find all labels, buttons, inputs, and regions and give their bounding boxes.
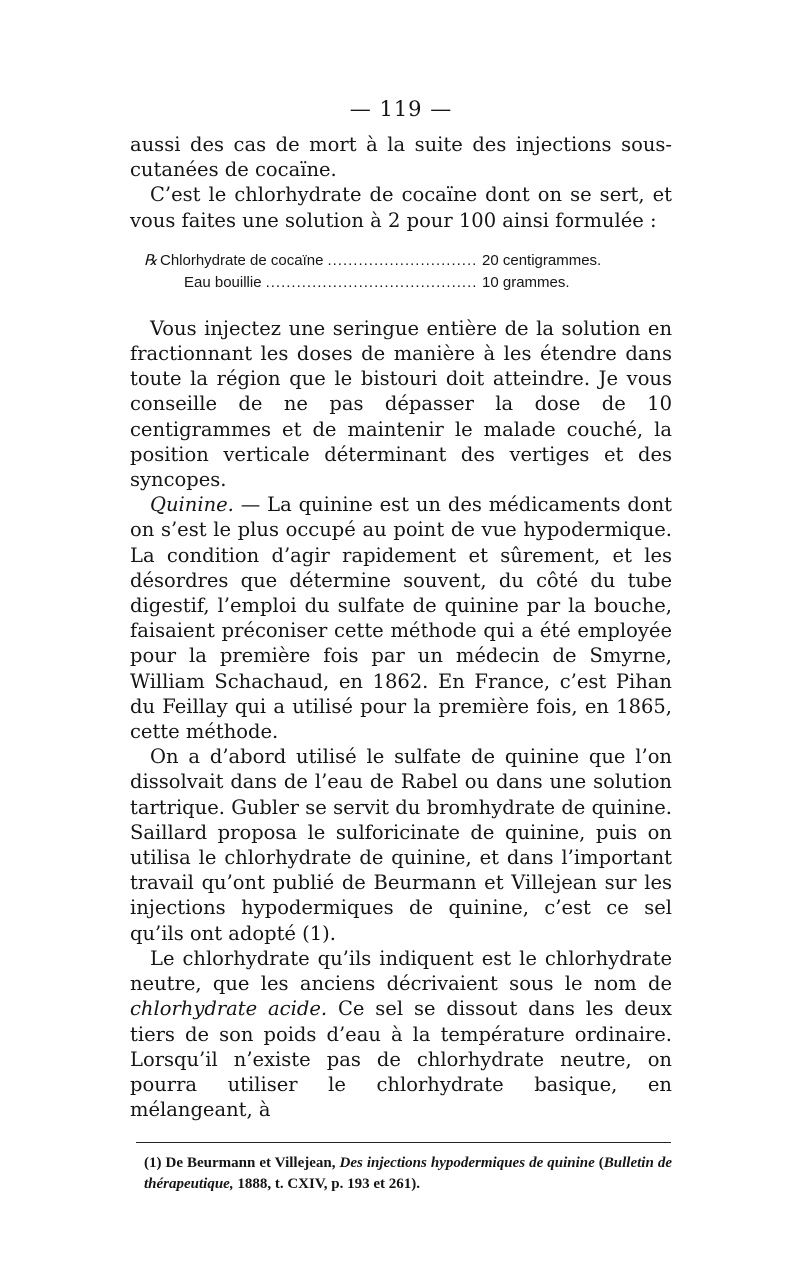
paragraph-continuation: aussi des cas de mort à la suite des injections sous-cutanées de cocaïne. <box>130 133 672 182</box>
footnote-paren: ( <box>594 1155 604 1172</box>
section-title-quinine: Quinine. <box>150 493 234 517</box>
ingredient-quantity: 20 centigrammes. <box>482 251 602 269</box>
ingredient-name: Eau bouillie <box>184 273 262 291</box>
paragraph-quinine-body: — La quinine est un des médicaments dont on s’est le plus occupé au point de vue hypodermique. La condition d’agir rapidement et sûrement, et les désordres que détermine souvent, du côté du tube digestif, l’emploi du sulfate de quinine par la bouche, faisaient préconiser cette méthode qui a été employée pour la première fois par un médecin de Smyrne, William Schachaud, en 1862. En France, c’est Pihan du Feillay qui a utilisé pour la première fois, en 1865, cette méthode. <box>130 493 672 744</box>
leader-dots <box>327 250 478 272</box>
emphasis-chlorhydrate-acide: chlorhydrate acide. <box>130 997 328 1021</box>
footnote-title: Des injections hypodermiques de quinine <box>339 1155 595 1172</box>
ingredient-quantity: 10 grammes. <box>482 273 570 291</box>
paragraph-quinine-salts: On a d’abord utilisé le sulfate de quinine que l’on dissolvait dans de l’eau de Rabel ou dans une solution tartrique. Gubler se servit du bromhydrate de quinine. Saillard proposa le sulforicinate de quinine, puis on utilisa le chlorhydrate de quinine, et dans l’important travail qu’ont publié de Beurmann et Villejean sur les injections hypodermiques de quinine, c’est ce sel qu’ils ont adopté (1). <box>130 745 672 945</box>
footnote <box>144 1153 672 1195</box>
paragraph-cocaine-solution: C’est le chlorhydrate de cocaïne dont on se sert, et vous faites une solution à 2 pour 100 ainsi formulée : <box>130 183 672 232</box>
leader-dots <box>266 272 478 294</box>
footnote-journal: Bulletin de thérapeutique, <box>144 1155 672 1193</box>
footnote-prefix: (1) De Beurmann et Villejean, <box>144 1155 340 1172</box>
page-number: — 119 — <box>349 97 453 121</box>
paragraph-chlorhydrate-part-b: Ce sel se dissout dans les deux tiers de son poids d’eau à la température ordinaire. Lorsqu’il n’existe pas de chlorhydrate neutre, on pourra utiliser le chlorhydrate basique, en mélangeant, à <box>130 997 672 1122</box>
ingredient-name: Chlorhydrate de cocaïne <box>160 251 324 269</box>
prescription-row <box>144 249 620 272</box>
paragraph-quinine <box>130 492 672 744</box>
footnote-divider <box>136 1142 671 1143</box>
paragraph-chlorhydrate <box>130 946 672 1122</box>
paragraph-chlorhydrate-part-a: Le chlorhydrate qu’ils indiquent est le chlorhydrate neutre, que les anciens décrivaient sous le nom de <box>130 946 672 996</box>
prescription-row <box>144 272 620 294</box>
book-page <box>130 96 672 1195</box>
footnote-suffix: 1888, t. CXIV, p. 193 et 261). <box>233 1176 420 1193</box>
recipe-symbol: ℞ <box>144 250 158 269</box>
paragraph-injection-advice: Vous injectez une seringue entière de la solution en fractionnant les doses de manière à les étendre dans toute la région que le bistouri doit atteindre. Je vous conseille de ne pas dépasser la dose de 10 centigrammes et de maintenir le malade couché, la position verticale déterminant des vertiges et des syncopes. <box>130 316 672 492</box>
prescription-formula <box>144 249 672 294</box>
